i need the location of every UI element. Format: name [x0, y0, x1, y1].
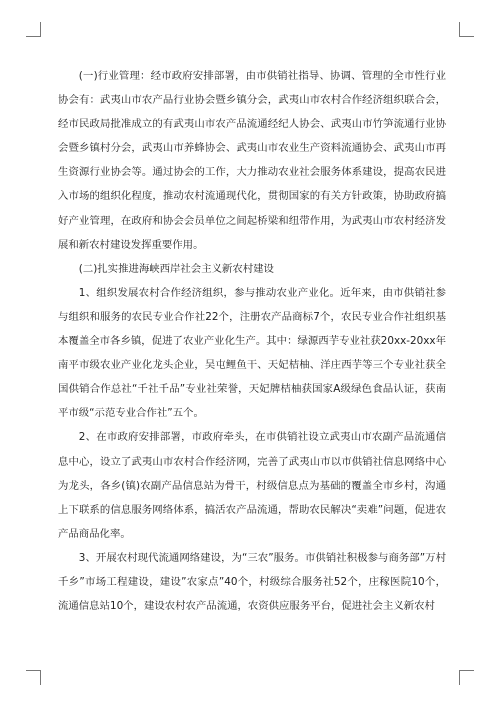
paragraph-information-center: 2、在市政府安排部署，市政府牵头，在市供销社设立武夷山市农副产品流通信息中心，设立了武夷山市农村合作经济网，完善了武夷山市以市供销社信息网络中心为龙头，各乡(镇)农副产品信息站为骨干，村级信息点为基础的覆盖全市乡村，沟通上下联系的信息服务网络体系，搞活农产品流通，帮助农民解决“卖难”问题，促进农产品商品化率。 — [58, 431, 446, 540]
crop-mark-top-right — [459, 22, 474, 37]
paragraph-distribution-network: 3、开展农村现代流通网络建设，为“三农”服务。市供销社积极参与商务部”万村千乡”市场工程建设，建设”农家点”40个，村级综合服务社52个，庄稼医院10个，流通信息站10个，建设农村农产品流通，农资供应服务平台，促进社会主义新农村 — [58, 551, 446, 613]
crop-mark-bottom-right — [459, 670, 474, 685]
paragraph-cooperative-organizations: 1、组织发展农村合作经济组织，参与推动农业产业化。近年来，由市供销社参与组织和服务的农民专业合作社22个，注册农产品商标7个，农民专业合作社组织基本覆盖全市各乡镇，促进了农业产业化生产。其中：绿源西芋专业社获20xx-20xx年南平市级农业产业化龙头企业，吴屯鲤鱼干、天妃桔柚、洋庄西芋等三个专业社获全国供销合作总社“千社千品”专业社荣誉，天妃牌桔柚获国家A级绿色食品认证，获南平市级“示范专业合作社”五个。 — [58, 286, 446, 420]
crop-mark-bottom-left — [26, 670, 41, 685]
paragraph-industry-management: (一)行业管理：经市政府安排部署，由市供销社指导、协调、管理的全市性行业协会有：武夷山市农产品行业协会暨乡镇分会，武夷山市农村合作经济组织联合会，经市民政局批准成立的有武夷山市农产品流通经纪人协会、武夷山市竹笋流通行业协会暨乡镇村分会，武夷山市养蜂协会、武夷山市农业生产资料流通协会、武夷山市再生资源行业协会等。通过协会的工作，大力推动农业社会服务体系建设，提高农民进入市场的组织化程度，推动农村流通现代化，贯彻国家的有关方针政策，协助政府搞好产业管理，在政府和协会会员单位之间起桥梁和纽带作用，为武夷山市农村经济发展和新农村建设发挥重要作用。 — [58, 70, 446, 251]
crop-mark-top-left — [26, 22, 41, 37]
document-body — [58, 64, 446, 618]
section-heading-new-countryside: (二)扎实推进海峡西岸社会主义新农村建设 — [78, 262, 274, 275]
